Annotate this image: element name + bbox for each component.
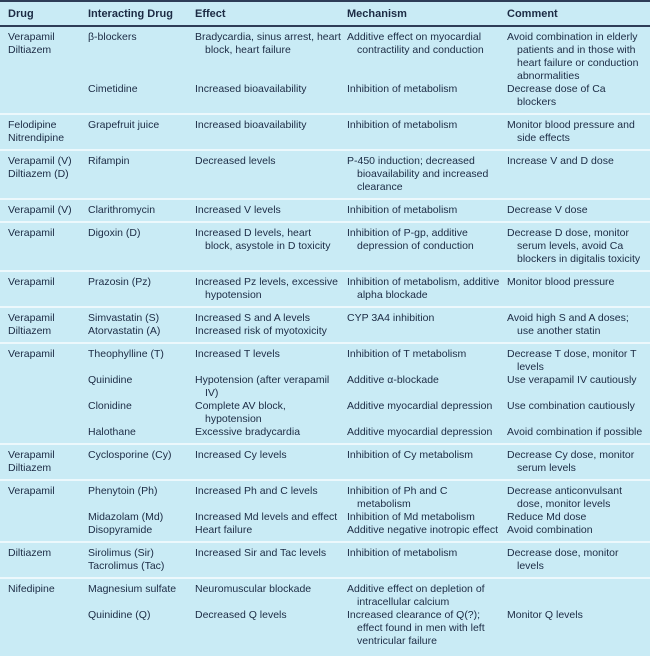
interacting-drug-cell: Quinidine (Q): [88, 609, 151, 621]
mechanism-cell: Inhibition of metabolism, additive alpha blockade: [347, 276, 500, 301]
table-row-group: [0, 270, 650, 306]
comment-cell: Decrease dose, monitor levels: [507, 547, 619, 572]
interacting-drug-cell: Disopyramide: [88, 524, 153, 536]
interacting-drug-cell: Quinidine: [88, 374, 133, 386]
interacting-drug-cell: Clarithromycin: [88, 204, 156, 216]
comment-cell: Decrease anticonvulsant dose, monitor levels: [507, 485, 622, 510]
interacting-drug-cell: Phenytoin (Ph): [88, 485, 158, 497]
mechanism-cell: Additive myocardial depression: [347, 400, 493, 412]
mechanism-cell: Additive myocardial depression: [347, 426, 493, 438]
interacting-drug-cell: Theophylline (T): [88, 348, 164, 360]
effect-cell: Increased Md levels and effect: [195, 511, 338, 523]
effect-cell: Increased Ph and C levels: [195, 485, 318, 497]
drug-cell: Verapamil: [8, 276, 55, 288]
table-row: [88, 83, 650, 109]
table-row: [88, 227, 650, 266]
table-row: [88, 276, 650, 302]
effect-cell: Increased T levels: [195, 348, 280, 360]
effect-cell: Hypotension (after verapamil IV): [195, 374, 330, 399]
mechanism-cell: Inhibition of T metabolism: [347, 348, 467, 360]
interacting-drug-cell: Cyclosporine (Cy): [88, 449, 172, 461]
header-drug: Drug: [8, 8, 34, 20]
comment-cell: Increase V and D dose: [507, 155, 614, 167]
effect-cell: Complete AV block, hypotension: [195, 400, 286, 425]
effect-cell: Decreased Q levels: [195, 609, 287, 621]
comment-cell: [507, 583, 650, 609]
interacting-drug-cell: Clonidine: [88, 400, 132, 412]
comment-cell: Decrease T dose, monitor T levels: [507, 348, 637, 373]
header-mechanism: Mechanism: [347, 8, 407, 20]
effect-cell: Decreased levels: [195, 155, 276, 167]
table-row: [88, 204, 650, 217]
comment-cell: Decrease V dose: [507, 204, 588, 216]
drug-cell: Verapamil: [8, 485, 55, 497]
table-row: [88, 155, 650, 194]
table-row-group: [0, 198, 650, 221]
interacting-drug-cell: Grapefruit juice: [88, 119, 160, 131]
table-row: [88, 609, 650, 648]
effect-cell: Increased bioavailability: [195, 83, 307, 95]
table-row-group: [0, 221, 650, 270]
effect-cell: Bradycardia, sinus arrest, heart block, heart failure: [195, 31, 341, 56]
table-header-row: [0, 2, 650, 27]
table-row-group: [0, 113, 650, 149]
table-row-group: [0, 306, 650, 342]
table-row: [88, 348, 650, 374]
mechanism-cell: Inhibition of Ph and C metabolism: [347, 485, 448, 510]
effect-cell: Increased D levels, heart block, asystole in D toxicity: [195, 227, 331, 252]
header-effect: Effect: [195, 8, 226, 20]
interacting-drug-cell: β-blockers: [88, 31, 137, 43]
mechanism-cell: Inhibition of metabolism: [347, 119, 458, 131]
comment-cell: Reduce Md dose: [507, 511, 587, 523]
mechanism-cell: P-450 induction; decreased bioavailability and increased clearance: [347, 155, 489, 193]
interacting-drug-cell: Sirolimus (Sir) Tacrolimus (Tac): [88, 547, 165, 572]
table-row: [88, 374, 650, 400]
header-comment: Comment: [507, 8, 558, 20]
interacting-drug-cell: Simvastatin (S) Atorvastatin (A): [88, 312, 161, 337]
mechanism-cell: Inhibition of metabolism: [347, 204, 458, 216]
table-row-group: [0, 479, 650, 541]
drug-cell: Verapamil (V): [8, 204, 72, 216]
table-row: [88, 119, 650, 145]
table-row-group: [0, 27, 650, 113]
interacting-drug-cell: Cimetidine: [88, 83, 138, 95]
drug-cell: Felodipine Nitrendipine: [8, 119, 65, 144]
mechanism-cell: Inhibition of metabolism: [347, 83, 458, 95]
drug-cell: Verapamil: [8, 348, 55, 360]
drug-cell: Diltiazem: [8, 547, 52, 559]
comment-cell: Decrease Cy dose, monitor serum levels: [507, 449, 635, 474]
effect-cell: Neuromuscular blockade: [195, 583, 312, 595]
interacting-drug-cell: Halothane: [88, 426, 136, 438]
comment-cell: Monitor Q levels: [507, 609, 583, 621]
mechanism-cell: Inhibition of Cy metabolism: [347, 449, 474, 461]
drug-cell: Verapamil (V) Diltiazem (D): [8, 155, 72, 180]
drug-cell: Verapamil Diltiazem: [8, 449, 55, 474]
effect-cell: Excessive bradycardia: [195, 426, 301, 438]
effect-cell: Increased V levels: [195, 204, 281, 216]
mechanism-cell: Inhibition of P-gp, additive depression of conduction: [347, 227, 474, 252]
comment-cell: Avoid combination: [507, 524, 593, 536]
effect-cell: Increased Sir and Tac levels: [195, 547, 327, 559]
table-row: [88, 449, 650, 475]
comment-cell: Use combination cautiously: [507, 400, 635, 412]
table-row: [88, 312, 650, 338]
table-row: [88, 511, 650, 524]
interacting-drug-cell: Digoxin (D): [88, 227, 141, 239]
table-row: [88, 426, 650, 439]
table-row: [88, 31, 650, 83]
comment-cell: Decrease dose of Ca blockers: [507, 83, 606, 108]
comment-cell: Avoid combination if possible: [507, 426, 643, 438]
effect-cell: Heart failure: [195, 524, 253, 536]
drug-cell: Verapamil: [8, 227, 55, 239]
drug-cell: Verapamil Diltiazem: [8, 312, 55, 337]
table-row: [88, 524, 650, 537]
comment-cell: Avoid combination in elderly patients and in those with heart failure or conduction abnormalities: [507, 31, 639, 82]
mechanism-cell: Additive α-blockade: [347, 374, 439, 386]
drug-cell: Nifedipine: [8, 583, 55, 595]
header-interacting-drug: Interacting Drug: [88, 8, 173, 20]
interacting-drug-cell: Midazolam (Md): [88, 511, 164, 523]
comment-cell: Use verapamil IV cautiously: [507, 374, 637, 386]
mechanism-cell: Additive negative inotropic effect: [347, 524, 498, 536]
table-row: [88, 547, 650, 573]
mechanism-cell: Additive effect on depletion of intracellular calcium: [347, 583, 485, 608]
comment-cell: Monitor blood pressure: [507, 276, 615, 288]
effect-cell: Increased bioavailability: [195, 119, 307, 131]
effect-cell: Increased S and A levels Increased risk of myotoxicity: [195, 312, 327, 337]
table-row-group: [0, 541, 650, 577]
table-row-group: [0, 443, 650, 479]
table-row: [88, 485, 650, 511]
mechanism-cell: Inhibition of metabolism: [347, 547, 458, 559]
mechanism-cell: Additive effect on myocardial contractility and conduction: [347, 31, 484, 56]
drug-cell: Verapamil Diltiazem: [8, 31, 55, 56]
interacting-drug-cell: Prazosin (Pz): [88, 276, 152, 288]
comment-cell: Avoid high S and A doses; use another statin: [507, 312, 629, 337]
table-row: [88, 400, 650, 426]
interacting-drug-cell: Rifampin: [88, 155, 130, 167]
effect-cell: Increased Cy levels: [195, 449, 287, 461]
mechanism-cell: CYP 3A4 inhibition: [347, 312, 435, 324]
interacting-drug-cell: Magnesium sulfate: [88, 583, 177, 595]
table-row-group: [0, 342, 650, 443]
mechanism-cell: Increased clearance of Q(?); effect found in men with left ventricular failure: [347, 609, 485, 647]
table-row: [88, 583, 650, 609]
mechanism-cell: Inhibition of Md metabolism: [347, 511, 475, 523]
effect-cell: Increased Pz levels, excessive hypotension: [195, 276, 338, 301]
table-row-group: [0, 577, 650, 652]
comment-cell: Monitor blood pressure and side effects: [507, 119, 635, 144]
comment-cell: Decrease D dose, monitor serum levels, avoid Ca blockers in digitalis toxicity: [507, 227, 641, 265]
table-row-group: [0, 149, 650, 198]
